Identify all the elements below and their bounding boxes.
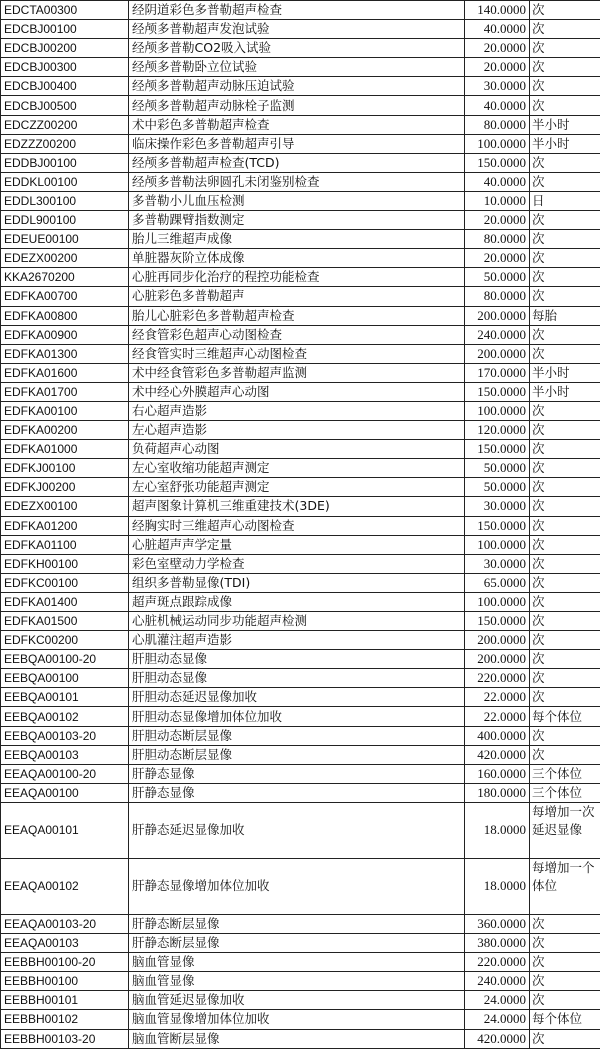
item-name-cell: 胎儿三维超声成像: [129, 230, 465, 249]
price-cell: 24.0000: [465, 991, 530, 1010]
table-row: [1, 268, 600, 287]
table-row: [1, 478, 600, 497]
price-cell: 24.0000: [465, 1010, 530, 1029]
unit-cell: 次: [530, 172, 600, 191]
price-cell: 18.0000: [465, 858, 530, 914]
table-row: [1, 1029, 600, 1048]
item-name-cell: 右心超声造影: [129, 401, 465, 420]
item-name-cell: 心脏彩色多普勒超声: [129, 287, 465, 306]
item-code-cell: EEBBH00100: [1, 972, 129, 991]
item-name-cell: 心肌灌注超声造影: [129, 631, 465, 650]
price-cell: 380.0000: [465, 934, 530, 953]
item-name-cell: 术中彩色多普勒超声检查: [129, 115, 465, 134]
price-cell: 240.0000: [465, 325, 530, 344]
unit-cell: 次: [530, 1029, 600, 1048]
price-cell: 150.0000: [465, 153, 530, 172]
unit-cell: 三个体位: [530, 783, 600, 802]
table-row: [1, 401, 600, 420]
price-cell: 360.0000: [465, 914, 530, 933]
item-code-cell: EDDBJ00100: [1, 153, 129, 172]
price-cell: 150.0000: [465, 440, 530, 459]
unit-cell: 次: [530, 325, 600, 344]
item-code-cell: EDFKA00900: [1, 325, 129, 344]
table-row: [1, 573, 600, 592]
price-cell: 10.0000: [465, 191, 530, 210]
unit-cell: 次: [530, 516, 600, 535]
price-cell: 80.0000: [465, 115, 530, 134]
item-name-cell: 心脏再同步化治疗的程控功能检查: [129, 268, 465, 287]
item-code-cell: EDZZZ00200: [1, 134, 129, 153]
item-code-cell: EEAQA00103-20: [1, 914, 129, 933]
unit-cell: 次: [530, 58, 600, 77]
table-row: [1, 287, 600, 306]
price-cell: 22.0000: [465, 707, 530, 726]
price-cell: 200.0000: [465, 306, 530, 325]
unit-cell: 次: [530, 726, 600, 745]
item-code-cell: EDEZX00100: [1, 497, 129, 516]
table-row: [1, 58, 600, 77]
table-row: [1, 707, 600, 726]
price-cell: 30.0000: [465, 77, 530, 96]
table-row: [1, 115, 600, 134]
item-code-cell: EDFKA01600: [1, 363, 129, 382]
item-code-cell: EDFKA01400: [1, 592, 129, 611]
unit-cell: 每增加一个体位: [530, 858, 600, 914]
price-cell: 220.0000: [465, 669, 530, 688]
unit-cell: 次: [530, 268, 600, 287]
table-row: [1, 535, 600, 554]
unit-cell: 次: [530, 1, 600, 20]
table-row: [1, 802, 600, 858]
item-code-cell: EDFKA01200: [1, 516, 129, 535]
item-code-cell: EDFKA01500: [1, 612, 129, 631]
table-row: [1, 459, 600, 478]
item-code-cell: EDCBJ00300: [1, 58, 129, 77]
unit-cell: 次: [530, 631, 600, 650]
unit-cell: 次: [530, 934, 600, 953]
price-cell: 40.0000: [465, 20, 530, 39]
unit-cell: 次: [530, 440, 600, 459]
unit-cell: 次: [530, 535, 600, 554]
table-row: [1, 191, 600, 210]
price-cell: 220.0000: [465, 953, 530, 972]
table-row: [1, 726, 600, 745]
unit-cell: 每个体位: [530, 707, 600, 726]
item-code-cell: EEAQA00103: [1, 934, 129, 953]
price-cell: 150.0000: [465, 612, 530, 631]
unit-cell: 次: [530, 421, 600, 440]
unit-cell: 次: [530, 592, 600, 611]
unit-cell: 次: [530, 688, 600, 707]
price-cell: 20.0000: [465, 249, 530, 268]
table-row: [1, 858, 600, 914]
unit-cell: 次: [530, 612, 600, 631]
table-row: [1, 249, 600, 268]
price-cell: 18.0000: [465, 802, 530, 858]
item-code-cell: EEAQA00100-20: [1, 764, 129, 783]
unit-cell: 次: [530, 459, 600, 478]
item-name-cell: 左心室舒张功能超声测定: [129, 478, 465, 497]
table-row: [1, 211, 600, 230]
item-code-cell: EEBQA00102: [1, 707, 129, 726]
table-row: [1, 39, 600, 58]
item-name-cell: 彩色室壁动力学检查: [129, 554, 465, 573]
unit-cell: 次: [530, 573, 600, 592]
table-row: [1, 20, 600, 39]
unit-cell: 半小时: [530, 134, 600, 153]
item-code-cell: EEBQA00101: [1, 688, 129, 707]
table-row: [1, 592, 600, 611]
item-code-cell: EDCBJ00500: [1, 96, 129, 115]
unit-cell: 半小时: [530, 382, 600, 401]
table-row: [1, 363, 600, 382]
item-code-cell: KKA2670200: [1, 268, 129, 287]
item-code-cell: EDFKJ00200: [1, 478, 129, 497]
item-name-cell: 负荷超声心动图: [129, 440, 465, 459]
item-name-cell: 脑血管显像增加体位加收: [129, 1010, 465, 1029]
item-code-cell: EDFKA00100: [1, 401, 129, 420]
price-cell: 40.0000: [465, 96, 530, 115]
item-code-cell: EDFKA00200: [1, 421, 129, 440]
item-name-cell: 左心超声造影: [129, 421, 465, 440]
item-code-cell: EDFKA01300: [1, 344, 129, 363]
item-code-cell: EEBBH00101: [1, 991, 129, 1010]
item-code-cell: EDFKJ00100: [1, 459, 129, 478]
price-cell: 120.0000: [465, 421, 530, 440]
unit-cell: 次: [530, 650, 600, 669]
unit-cell: 次: [530, 211, 600, 230]
item-name-cell: 肝胆动态断层显像: [129, 745, 465, 764]
unit-cell: 次: [530, 953, 600, 972]
price-cell: 80.0000: [465, 287, 530, 306]
item-name-cell: 肝静态断层显像: [129, 934, 465, 953]
item-name-cell: 肝胆动态显像: [129, 650, 465, 669]
item-name-cell: 临床操作彩色多普勒超声引导: [129, 134, 465, 153]
item-name-cell: 左心室收缩功能超声测定: [129, 459, 465, 478]
item-name-cell: 经颅多普勒超声动脉压迫试验: [129, 77, 465, 96]
item-name-cell: 脑血管断层显像: [129, 1029, 465, 1048]
price-cell: 200.0000: [465, 631, 530, 650]
unit-cell: 半小时: [530, 363, 600, 382]
item-code-cell: EEAQA00102: [1, 858, 129, 914]
item-code-cell: EDFKA01000: [1, 440, 129, 459]
price-cell: 100.0000: [465, 134, 530, 153]
table-row: [1, 306, 600, 325]
table-row: [1, 1, 600, 20]
item-name-cell: 术中经心外膜超声心动图: [129, 382, 465, 401]
price-cell: 40.0000: [465, 172, 530, 191]
price-cell: 170.0000: [465, 363, 530, 382]
item-code-cell: EDFKC00200: [1, 631, 129, 650]
price-cell: 80.0000: [465, 230, 530, 249]
price-cell: 420.0000: [465, 745, 530, 764]
item-code-cell: EDDKL00100: [1, 172, 129, 191]
price-cell: 100.0000: [465, 592, 530, 611]
table-row: [1, 382, 600, 401]
unit-cell: 每个体位: [530, 1010, 600, 1029]
unit-cell: 次: [530, 153, 600, 172]
price-cell: 30.0000: [465, 497, 530, 516]
item-name-cell: 肝胆动态显像: [129, 669, 465, 688]
item-name-cell: 肝胆动态显像增加体位加收: [129, 707, 465, 726]
item-code-cell: EDDL300100: [1, 191, 129, 210]
table-row: [1, 745, 600, 764]
table-row: [1, 516, 600, 535]
item-name-cell: 脑血管显像: [129, 972, 465, 991]
unit-cell: 次: [530, 39, 600, 58]
item-name-cell: 经颅多普勒超声发泡试验: [129, 20, 465, 39]
price-cell: 30.0000: [465, 554, 530, 573]
item-code-cell: EDEUE00100: [1, 230, 129, 249]
unit-cell: 次: [530, 401, 600, 420]
price-cell: 200.0000: [465, 344, 530, 363]
unit-cell: 次: [530, 344, 600, 363]
unit-cell: 次: [530, 497, 600, 516]
table-row: [1, 497, 600, 516]
item-name-cell: 脑血管显像: [129, 953, 465, 972]
price-cell: 140.0000: [465, 1, 530, 20]
item-code-cell: EEBBH00100-20: [1, 953, 129, 972]
item-name-cell: 肝胆动态延迟显像加收: [129, 688, 465, 707]
unit-cell: 次: [530, 669, 600, 688]
item-name-cell: 经阴道彩色多普勒超声检查: [129, 1, 465, 20]
table-row: [1, 688, 600, 707]
unit-cell: 半小时: [530, 115, 600, 134]
item-name-cell: 脑血管延迟显像加收: [129, 991, 465, 1010]
price-cell: 200.0000: [465, 650, 530, 669]
price-cell: 50.0000: [465, 478, 530, 497]
table-row: [1, 172, 600, 191]
item-code-cell: EEBBH00102: [1, 1010, 129, 1029]
price-cell: 22.0000: [465, 688, 530, 707]
item-name-cell: 多普勒小儿血压检测: [129, 191, 465, 210]
price-cell: 150.0000: [465, 516, 530, 535]
unit-cell: 每胎: [530, 306, 600, 325]
item-name-cell: 经颅多普勒超声动脉栓子监测: [129, 96, 465, 115]
table-row: [1, 1010, 600, 1029]
price-cell: 100.0000: [465, 401, 530, 420]
table-row: [1, 421, 600, 440]
item-code-cell: EDFKA00700: [1, 287, 129, 306]
table-row: [1, 631, 600, 650]
table-row: [1, 934, 600, 953]
item-code-cell: EDFKH00100: [1, 554, 129, 573]
unit-cell: 次: [530, 96, 600, 115]
item-code-cell: EDEZX00200: [1, 249, 129, 268]
item-code-cell: EEAQA00101: [1, 802, 129, 858]
table-row: [1, 972, 600, 991]
item-name-cell: 经胸实时三维超声心动图检查: [129, 516, 465, 535]
item-code-cell: EDCBJ00100: [1, 20, 129, 39]
item-name-cell: 组织多普勒显像(TDI): [129, 573, 465, 592]
item-code-cell: EDCTA00300: [1, 1, 129, 20]
price-cell: 20.0000: [465, 39, 530, 58]
item-name-cell: 经颅多普勒法卵圆孔未闭鉴别检查: [129, 172, 465, 191]
item-name-cell: 胎儿心脏彩色多普勒超声检查: [129, 306, 465, 325]
unit-cell: 次: [530, 77, 600, 96]
unit-cell: 次: [530, 20, 600, 39]
price-cell: 150.0000: [465, 382, 530, 401]
price-cell: 160.0000: [465, 764, 530, 783]
price-table-body: [1, 1, 600, 1049]
unit-cell: 次: [530, 914, 600, 933]
item-code-cell: EEBQA00100-20: [1, 650, 129, 669]
item-name-cell: 肝胆动态断层显像: [129, 726, 465, 745]
item-code-cell: EDFKA00800: [1, 306, 129, 325]
item-code-cell: EEBBH00103-20: [1, 1029, 129, 1048]
unit-cell: 次: [530, 287, 600, 306]
item-name-cell: 经颅多普勒卧立位试验: [129, 58, 465, 77]
table-row: [1, 153, 600, 172]
unit-cell: 日: [530, 191, 600, 210]
item-name-cell: 多普勒踝臂指数测定: [129, 211, 465, 230]
table-row: [1, 325, 600, 344]
table-row: [1, 669, 600, 688]
price-cell: 65.0000: [465, 573, 530, 592]
table-row: [1, 612, 600, 631]
unit-cell: 次: [530, 478, 600, 497]
unit-cell: 每增加一次延迟显像: [530, 802, 600, 858]
unit-cell: 次: [530, 745, 600, 764]
unit-cell: 三个体位: [530, 764, 600, 783]
item-name-cell: 心脏机械运动同步功能超声检测: [129, 612, 465, 631]
item-code-cell: EDFKA01100: [1, 535, 129, 554]
unit-cell: 次: [530, 249, 600, 268]
item-name-cell: 肝静态显像增加体位加收: [129, 858, 465, 914]
price-cell: 20.0000: [465, 211, 530, 230]
item-name-cell: 肝静态显像: [129, 783, 465, 802]
table-row: [1, 440, 600, 459]
table-row: [1, 134, 600, 153]
price-cell: 50.0000: [465, 268, 530, 287]
unit-cell: 次: [530, 991, 600, 1010]
item-name-cell: 经食管彩色超声心动图检查: [129, 325, 465, 344]
item-name-cell: 肝静态断层显像: [129, 914, 465, 933]
table-row: [1, 650, 600, 669]
item-name-cell: 单脏器灰阶立体成像: [129, 249, 465, 268]
item-name-cell: 肝静态延迟显像加收: [129, 802, 465, 858]
table-row: [1, 96, 600, 115]
item-code-cell: EDCBJ00200: [1, 39, 129, 58]
item-code-cell: EEBQA00103: [1, 745, 129, 764]
table-row: [1, 953, 600, 972]
item-code-cell: EEAQA00100: [1, 783, 129, 802]
price-cell: 400.0000: [465, 726, 530, 745]
unit-cell: 次: [530, 554, 600, 573]
table-row: [1, 77, 600, 96]
table-row: [1, 914, 600, 933]
price-cell: 50.0000: [465, 459, 530, 478]
item-code-cell: EDFKA01700: [1, 382, 129, 401]
table-row: [1, 783, 600, 802]
item-name-cell: 经颅多普勒超声检查(TCD): [129, 153, 465, 172]
item-name-cell: 超声斑点跟踪成像: [129, 592, 465, 611]
item-code-cell: EDDL900100: [1, 211, 129, 230]
item-code-cell: EEBQA00103-20: [1, 726, 129, 745]
price-cell: 20.0000: [465, 58, 530, 77]
item-name-cell: 经颅多普勒CO2吸入试验: [129, 39, 465, 58]
item-name-cell: 术中经食管彩色多普勒超声监测: [129, 363, 465, 382]
price-cell: 420.0000: [465, 1029, 530, 1048]
table-row: [1, 230, 600, 249]
item-code-cell: EDFKC00100: [1, 573, 129, 592]
item-code-cell: EDCBJ00400: [1, 77, 129, 96]
table-row: [1, 554, 600, 573]
table-row: [1, 764, 600, 783]
item-name-cell: 经食管实时三维超声心动图检查: [129, 344, 465, 363]
price-cell: 240.0000: [465, 972, 530, 991]
item-name-cell: 肝静态显像: [129, 764, 465, 783]
price-cell: 100.0000: [465, 535, 530, 554]
table-row: [1, 991, 600, 1010]
price-cell: 180.0000: [465, 783, 530, 802]
item-code-cell: EEBQA00100: [1, 669, 129, 688]
unit-cell: 次: [530, 972, 600, 991]
item-name-cell: 超声图象计算机三维重建技术(3DE): [129, 497, 465, 516]
item-code-cell: EDCZZ00200: [1, 115, 129, 134]
item-name-cell: 心脏超声声学定量: [129, 535, 465, 554]
table-row: [1, 344, 600, 363]
unit-cell: 次: [530, 230, 600, 249]
